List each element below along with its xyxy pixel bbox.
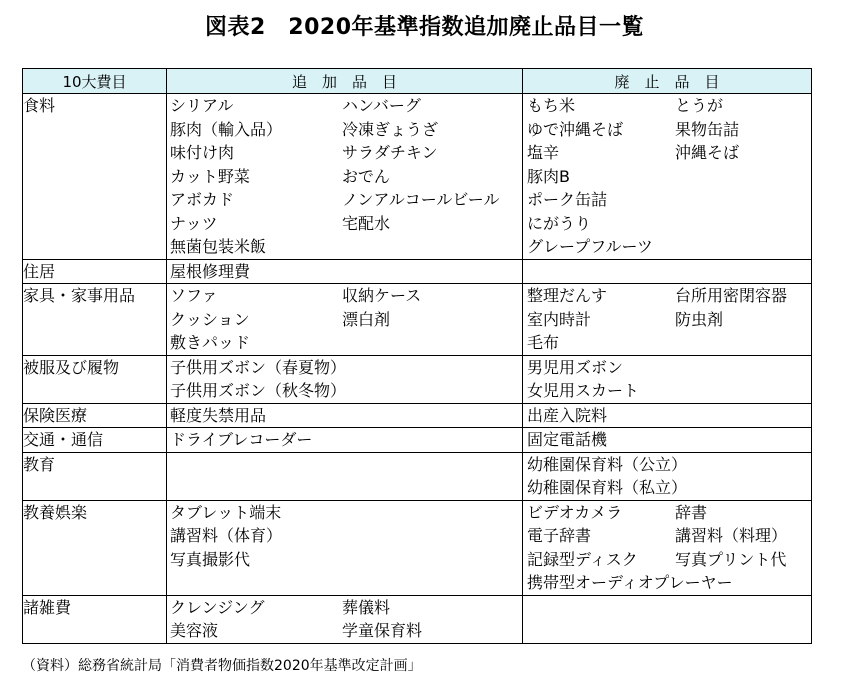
- header-added: 追 加 品 目: [167, 69, 523, 94]
- removed-item: ゆで沖縄そば: [527, 119, 624, 139]
- added-items-cell: [167, 428, 523, 453]
- added-item: クッション: [170, 309, 250, 329]
- added-item: 学童保育料: [342, 621, 423, 640]
- removed-items-cell: [523, 355, 812, 403]
- removed-item: 毛布: [527, 333, 560, 352]
- removed-item: 防虫剤: [675, 309, 724, 329]
- category-cell: [23, 595, 167, 643]
- category-label: 教育: [23, 454, 56, 474]
- removed-item: 女児用スカート: [527, 381, 640, 400]
- header-removed: 廃 止 品 目: [523, 69, 812, 94]
- added-item: 冷凍ぎょうざ: [342, 119, 439, 139]
- removed-item: [675, 212, 811, 236]
- table-row: [23, 452, 812, 500]
- table-row: [23, 403, 812, 428]
- removed-item: もち米: [527, 96, 576, 115]
- added-item: タブレット端末: [170, 502, 282, 522]
- added-item: 葬儀料: [342, 597, 391, 617]
- removed-item: [675, 165, 811, 189]
- removed-item: とうが: [675, 96, 724, 115]
- table-row: [23, 595, 812, 643]
- removed-item: 男児用ズボン: [527, 357, 624, 377]
- removed-item: [675, 188, 811, 212]
- added-item: 屋根修理費: [170, 261, 251, 281]
- category-cell: [23, 94, 167, 260]
- category-label: 教養娯楽: [23, 502, 88, 522]
- removed-items-cell: [523, 500, 812, 595]
- removed-item: 固定電話機: [527, 430, 608, 449]
- removed-item: 室内時計: [527, 309, 592, 329]
- removed-item: [675, 356, 811, 380]
- removed-items-cell: [523, 428, 812, 453]
- removed-item: 豚肉B: [527, 166, 570, 186]
- removed-item: 講習料（料理）: [675, 526, 788, 545]
- added-items-cell: [167, 284, 523, 356]
- category-cell: [23, 355, 167, 403]
- added-items-cell: [167, 94, 523, 260]
- removed-item: 写真プリント代: [675, 549, 787, 569]
- added-item: 子供用ズボン（春夏物）: [170, 357, 347, 377]
- table-row: [23, 94, 812, 260]
- added-item: [342, 501, 522, 525]
- category-label: 保険医療: [23, 405, 88, 425]
- added-item: アボカド: [170, 190, 235, 209]
- added-item: ドライブレコーダー: [170, 430, 313, 449]
- removed-items-cell: [523, 403, 812, 428]
- added-item: 無菌包装米飯: [170, 237, 267, 256]
- removed-item: 台所用密閉容器: [675, 286, 788, 305]
- removed-item: 幼稚園保育料（私立）: [527, 478, 688, 497]
- added-item: ノンアルコールビール: [342, 190, 500, 209]
- removed-item: グレープフルーツ: [527, 237, 653, 256]
- removed-item: 辞書: [675, 502, 708, 522]
- removed-item: 整理だんす: [527, 286, 608, 305]
- removed-item: ビデオカメラ: [527, 502, 623, 522]
- added-item: 子供用ズボン（秋冬物）: [170, 381, 347, 400]
- added-item: 収納ケース: [342, 286, 422, 305]
- page-title: 図表2 2020年基準指数追加廃止品目一覧: [204, 15, 645, 40]
- added-item: 宅配水: [342, 213, 391, 233]
- table-row: [23, 259, 812, 284]
- added-item: 美容液: [170, 621, 219, 640]
- category-cell: [23, 428, 167, 453]
- category-cell: [23, 452, 167, 500]
- removed-item: 記録型ディスク: [527, 549, 638, 569]
- category-cell: [23, 284, 167, 356]
- added-item: カット野菜: [170, 166, 250, 186]
- table-header-row: [23, 69, 812, 94]
- removed-item: ポーク缶詰: [527, 190, 608, 209]
- removed-item: 沖縄そば: [675, 143, 740, 162]
- added-item: クレンジング: [170, 597, 265, 617]
- removed-item: 果物缶詰: [675, 119, 740, 139]
- added-items-cell: [167, 355, 523, 403]
- removed-item: [675, 453, 811, 477]
- category-label: 食料: [23, 96, 56, 115]
- table-row: [23, 355, 812, 403]
- added-item: おでん: [342, 166, 390, 186]
- table-row: [23, 428, 812, 453]
- added-item: 豚肉（輸入品）: [170, 119, 283, 139]
- added-item: [342, 524, 522, 548]
- added-item: ハンバーグ: [342, 96, 421, 115]
- added-item: 写真撮影代: [170, 549, 251, 569]
- removed-item: にがうり: [527, 213, 592, 233]
- category-cell: [23, 403, 167, 428]
- removed-item: 電子辞書: [527, 526, 592, 545]
- table-row: [23, 284, 812, 356]
- added-item: 軽度失禁用品: [170, 405, 267, 425]
- added-item: 漂白剤: [342, 309, 391, 329]
- added-item: サラダチキン: [342, 143, 438, 162]
- removed-item: 携帯型オーディオプレーヤー: [527, 573, 733, 592]
- source-note: （資料）総務省統計局「消費者物価指数2020年基準改定計画」: [22, 658, 422, 674]
- category-label: 諸雑費: [23, 597, 72, 617]
- removed-item: 幼稚園保育料（公立）: [527, 454, 688, 474]
- header-category: 10大費目: [23, 69, 167, 94]
- category-label: 被服及び履物: [23, 357, 120, 377]
- category-cell: [23, 259, 167, 284]
- added-item: 講習料（体育）: [170, 526, 283, 545]
- removed-items-cell: [523, 259, 812, 284]
- added-items-cell: [167, 500, 523, 595]
- added-item: ソファ: [170, 286, 218, 305]
- added-items-cell: [167, 452, 523, 500]
- added-item: [342, 356, 522, 380]
- removed-items-cell: [523, 452, 812, 500]
- category-label: 住居: [23, 261, 56, 281]
- items-table: [22, 68, 812, 644]
- removed-items-cell: [523, 595, 812, 643]
- added-item: 味付け肉: [170, 143, 235, 162]
- category-label: 交通・通信: [23, 430, 104, 449]
- removed-items-cell: [523, 284, 812, 356]
- removed-items-cell: [523, 94, 812, 260]
- table-row: [23, 500, 812, 595]
- added-item: ナッツ: [170, 213, 218, 233]
- removed-item: 出産入院料: [527, 405, 608, 425]
- added-item: 敷きパッド: [170, 333, 251, 352]
- added-items-cell: [167, 259, 523, 284]
- category-label: 家具・家事用品: [23, 286, 136, 305]
- category-cell: [23, 500, 167, 595]
- removed-item: 塩辛: [527, 143, 560, 162]
- added-items-cell: [167, 403, 523, 428]
- added-item: シリアル: [170, 96, 234, 115]
- added-items-cell: [167, 595, 523, 643]
